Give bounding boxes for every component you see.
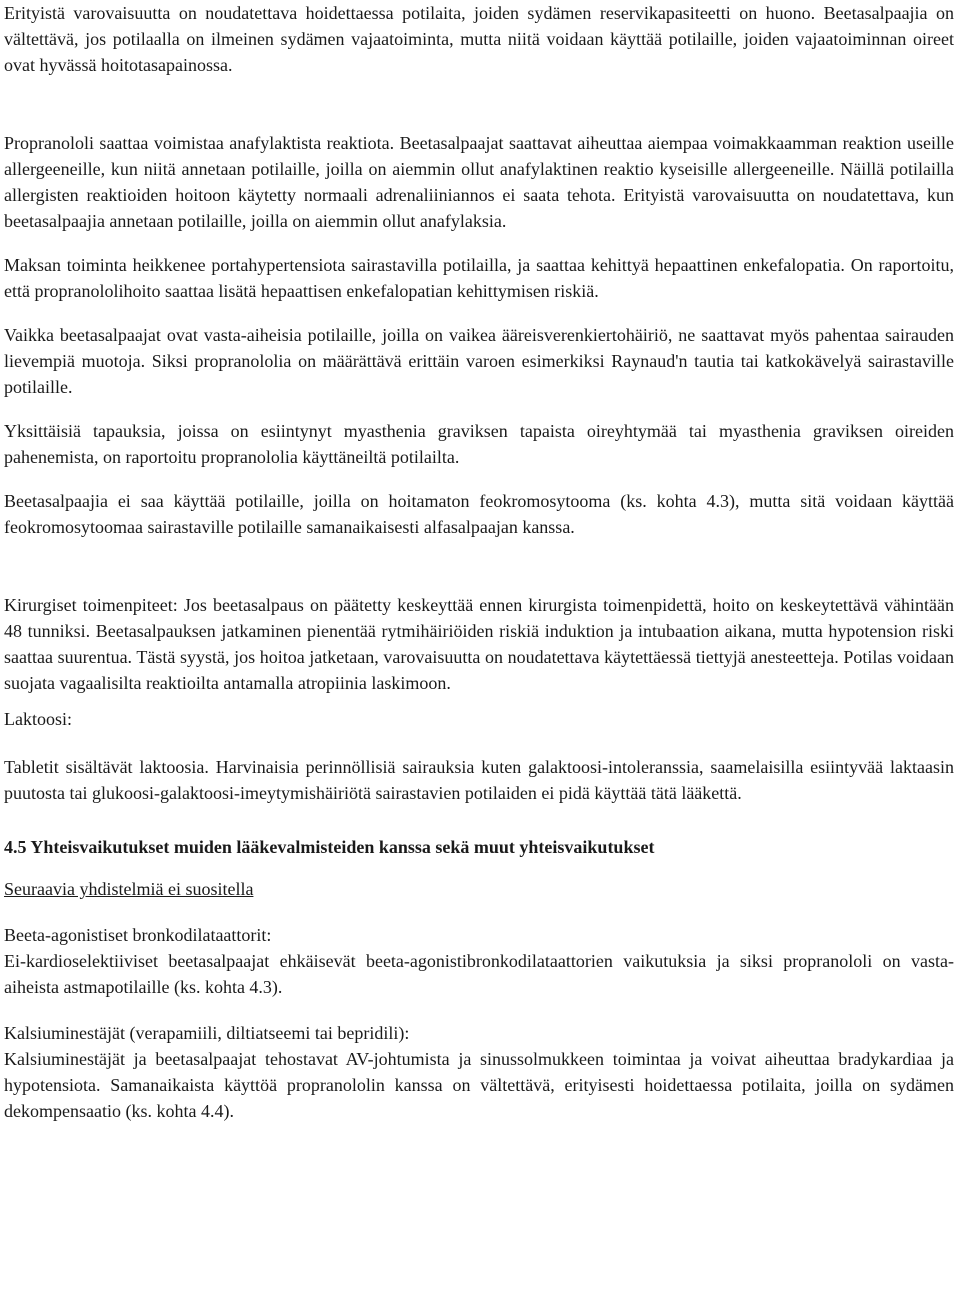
document-page	[4, 0, 954, 1124]
paragraph-myasthenia: Yksittäisiä tapauksia, joissa on esiintynyt myasthenia graviksen tapaista oireyhtymää tai myasthenia graviksen oireiden pahenemista, on raportoitu propranololia käyttäneiltä potilailta.	[4, 421, 954, 467]
paragraph-surgery: Kirurgiset toimenpiteet: Jos beetasalpaus on päätetty keskeyttää ennen kirurgista toimenpidettä, hoito on keskeytettävä vähintään 48 tunniksi. Beetasalpauksen jatkaminen pienentää rytmihäiriöiden riskiä induktion ja intubaation aikana, mutta hypotension riski saattaa suurentua. Tästä syystä, jos hoitoa jatketaan, varovaisuutta on noudatettava käytettäessä tiettyjä anesteetteja. Potilas voidaan suojata vagaalisilta reaktioilta antamalla atropiinia laskimoon.	[4, 595, 954, 693]
paragraph-liver-function: Maksan toiminta heikkenee portahypertensiota sairastavilla potilailla, ja saattaa kehittyä hepaattinen enkefalopatia. On raportoitu, että propranololihoito saattaa lisätä hepaattisen enkefalopatian kehittymisen riskiä.	[4, 255, 954, 301]
label-beta-agonists: Beeta-agonistiset bronkodilataattorit:	[4, 925, 272, 945]
paragraph-heart-reserve: Erityistä varovaisuutta on noudatettava hoidettaessa potilaita, joiden sydämen reservikapasiteetti on huono. Beetasalpaajia on vältettävä, jos potilaalla on ilmeinen sydämen vajaatoiminta, mutta niitä voidaan käyttää potilaille, joiden vajaatoiminnan oireet ovat hyvässä hoitotasapainossa.	[4, 3, 954, 75]
label-calcium-blockers: Kalsiuminestäjät (verapamiili, diltiatseemi tai bepridili):	[4, 1023, 410, 1043]
paragraph-beta-agonists: Ei-kardioselektiiviset beetasalpaajat ehkäisevät beeta-agonistibronkodilataattorien vaikutuksia ja siksi propranololi on vasta-aiheista astmapotilaille (ks. kohta 4.3).	[4, 951, 954, 997]
paragraph-peripheral-circulation: Vaikka beetasalpaajat ovat vasta-aiheisia potilaille, joilla on vaikea ääreisverenkiertohäiriö, ne saattavat myös pahentaa sairauden lievempiä muotoja. Siksi propranololia on määrättävä erittäin varoen esimerkiksi Raynaud'n tautia tai katkokävelyä sairastaville potilaille.	[4, 325, 954, 397]
paragraph-calcium-blockers: Kalsiuminestäjät ja beetasalpaajat tehostavat AV-johtumista ja sinussolmukkeen toimintaa ja voivat aiheuttaa bradykardiaa ja hypotensiota. Samanaikaista käyttöä propranololin kanssa on vältettävä, erityisesti hoidettaessa potilaita, joilla on sydämen dekompensaatio (ks. kohta 4.4).	[4, 1049, 954, 1121]
subheading-not-recommended: Seuraavia yhdistelmiä ei suositella	[4, 879, 254, 899]
paragraph-anaphylaxis: Propranololi saattaa voimistaa anafylaktista reaktiota. Beetasalpaajat saattavat aiheuttaa aiempaa voimakkaamman reaktion useille allergeeneille, kun niitä annetaan potilaille, joilla on aiemmin ollut anafylaktinen reaktio kyseisille allergeeneille. Näillä potilailla allergisten reaktioiden hoitoon käytetty normaali adrenaliiniannos ei saata tehota. Erityistä varovaisuutta on noudatettava, kun beetasalpaajia annetaan potilaille, joilla on aiemmin ollut anafylaksia.	[4, 133, 954, 231]
label-lactose: Laktoosi:	[4, 709, 72, 729]
paragraph-lactose: Tabletit sisältävät laktoosia. Harvinaisia perinnöllisiä sairauksia kuten galaktoosi-intoleranssia, saamelaisilla esiintyvää laktaasin puutosta tai glukoosi-galaktoosi-imeytymishäiriötä sairastavien potilaiden ei pidä käyttää tätä lääkettä.	[4, 757, 954, 803]
section-heading-interactions: 4.5 Yhteisvaikutukset muiden lääkevalmisteiden kanssa sekä muut yhteisvaikutukset	[4, 837, 655, 857]
paragraph-pheochromocytoma: Beetasalpaajia ei saa käyttää potilaille, joilla on hoitamaton feokromosytooma (ks. kohta 4.3), mutta sitä voidaan käyttää feokromosytoomaa sairastaville potilaille samanaikaisesti alfasalpaajan kanssa.	[4, 491, 954, 537]
